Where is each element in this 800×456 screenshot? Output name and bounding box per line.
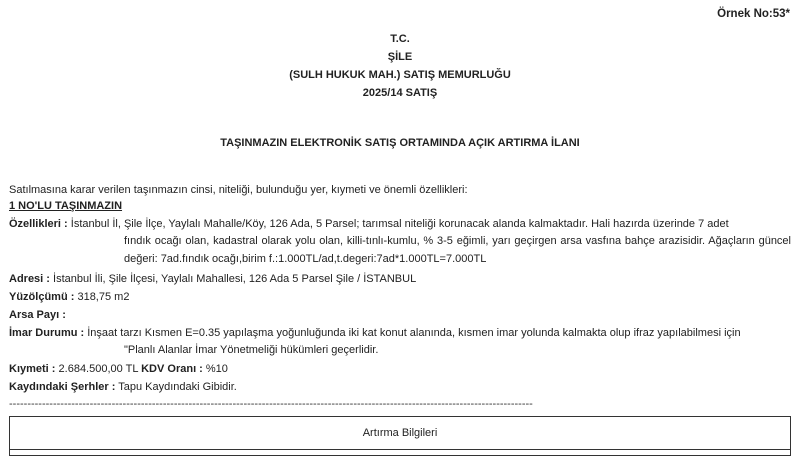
value-label: Kıymeti : — [9, 363, 56, 375]
value-amount: 2.684.500,00 TL — [58, 363, 139, 375]
area-label: Yüzölçümü : — [9, 291, 75, 303]
records-label: Kaydındaki Şerhler : — [9, 381, 116, 393]
zoning-first-line: İnşaat tarzı Kısmen E=0.35 yapılaşma yoğunluğunda iki kat konut alanında, kısmen imar yolunda kalmakta olup ifraz yapılabilmesi için — [87, 327, 741, 339]
kdv-value: %10 — [205, 363, 228, 375]
intro-text: Satılmasına karar verilen taşınmazın cinsi, niteliği, bulunduğu yer, kıymeti ve önemli özellikleri: — [9, 184, 468, 196]
features-continuation: fındık ocağı olan, kadastral olarak yolu olan, killi-tınlı-kumlu, % 3-5 eğimli, yarı geçirgen arsa vasfına bahçe arazisidir. Ağaçların güncel değeri: 7ad.fındık ocağı,birim f.:1.000TL/ad,t.degeri:7ad*1.000TL=7.000TL — [124, 235, 791, 265]
zoning-row — [9, 326, 791, 340]
zoning-continuation: "Planlı Alanlar İmar Yönetmeliği hükümleri geçerlidir. — [124, 344, 379, 356]
features-row — [9, 217, 791, 231]
auction-info-table — [9, 416, 791, 456]
share-label: Arsa Payı : — [9, 309, 66, 321]
separator-line: ----------------------------------------------------------------------------------------------------------------------------------------------- — [9, 398, 533, 410]
section-title: 1 NO'LU TAŞINMAZIN — [9, 200, 123, 212]
sample-number: Örnek No:53* — [717, 8, 790, 20]
area-value: 318,75 m2 — [77, 291, 130, 303]
auction-info-title: Artırma Bilgileri — [362, 427, 438, 439]
records-value: Tapu Kaydındaki Gibidir. — [118, 381, 237, 393]
kdv-label: KDV Oranı : — [141, 363, 203, 375]
area-row — [9, 290, 791, 304]
header-line-tc: T.C. — [390, 33, 410, 45]
header-line-district: ŞİLE — [387, 51, 413, 63]
address-value: İstanbul İli, Şile İlçesi, Yaylalı Mahallesi, 126 Ada 5 Parsel Şile / İSTANBUL — [53, 273, 417, 285]
header-line-file-no: 2025/14 SATIŞ — [362, 87, 438, 99]
features-label: Özellikleri : — [9, 218, 68, 230]
address-row — [9, 272, 791, 286]
records-row — [9, 380, 791, 394]
document-title: TAŞINMAZIN ELEKTRONİK SATIŞ ORTAMINDA AÇIK ARTIRMA İLANI — [220, 137, 580, 149]
share-row — [9, 308, 791, 322]
zoning-label: İmar Durumu : — [9, 327, 85, 339]
features-first-line: İstanbul İl, Şile İlçe, Yaylalı Mahalle/Köy, 126 Ada, 5 Parsel; tarımsal niteliği korunacak alanda kalmaktadır. Hali hazırda üzerinde 7 adet — [70, 218, 729, 230]
header-line-office: (SULH HUKUK MAH.) SATIŞ MEMURLUĞU — [289, 69, 511, 81]
address-label: Adresi : — [9, 273, 50, 285]
value-row — [9, 362, 791, 376]
